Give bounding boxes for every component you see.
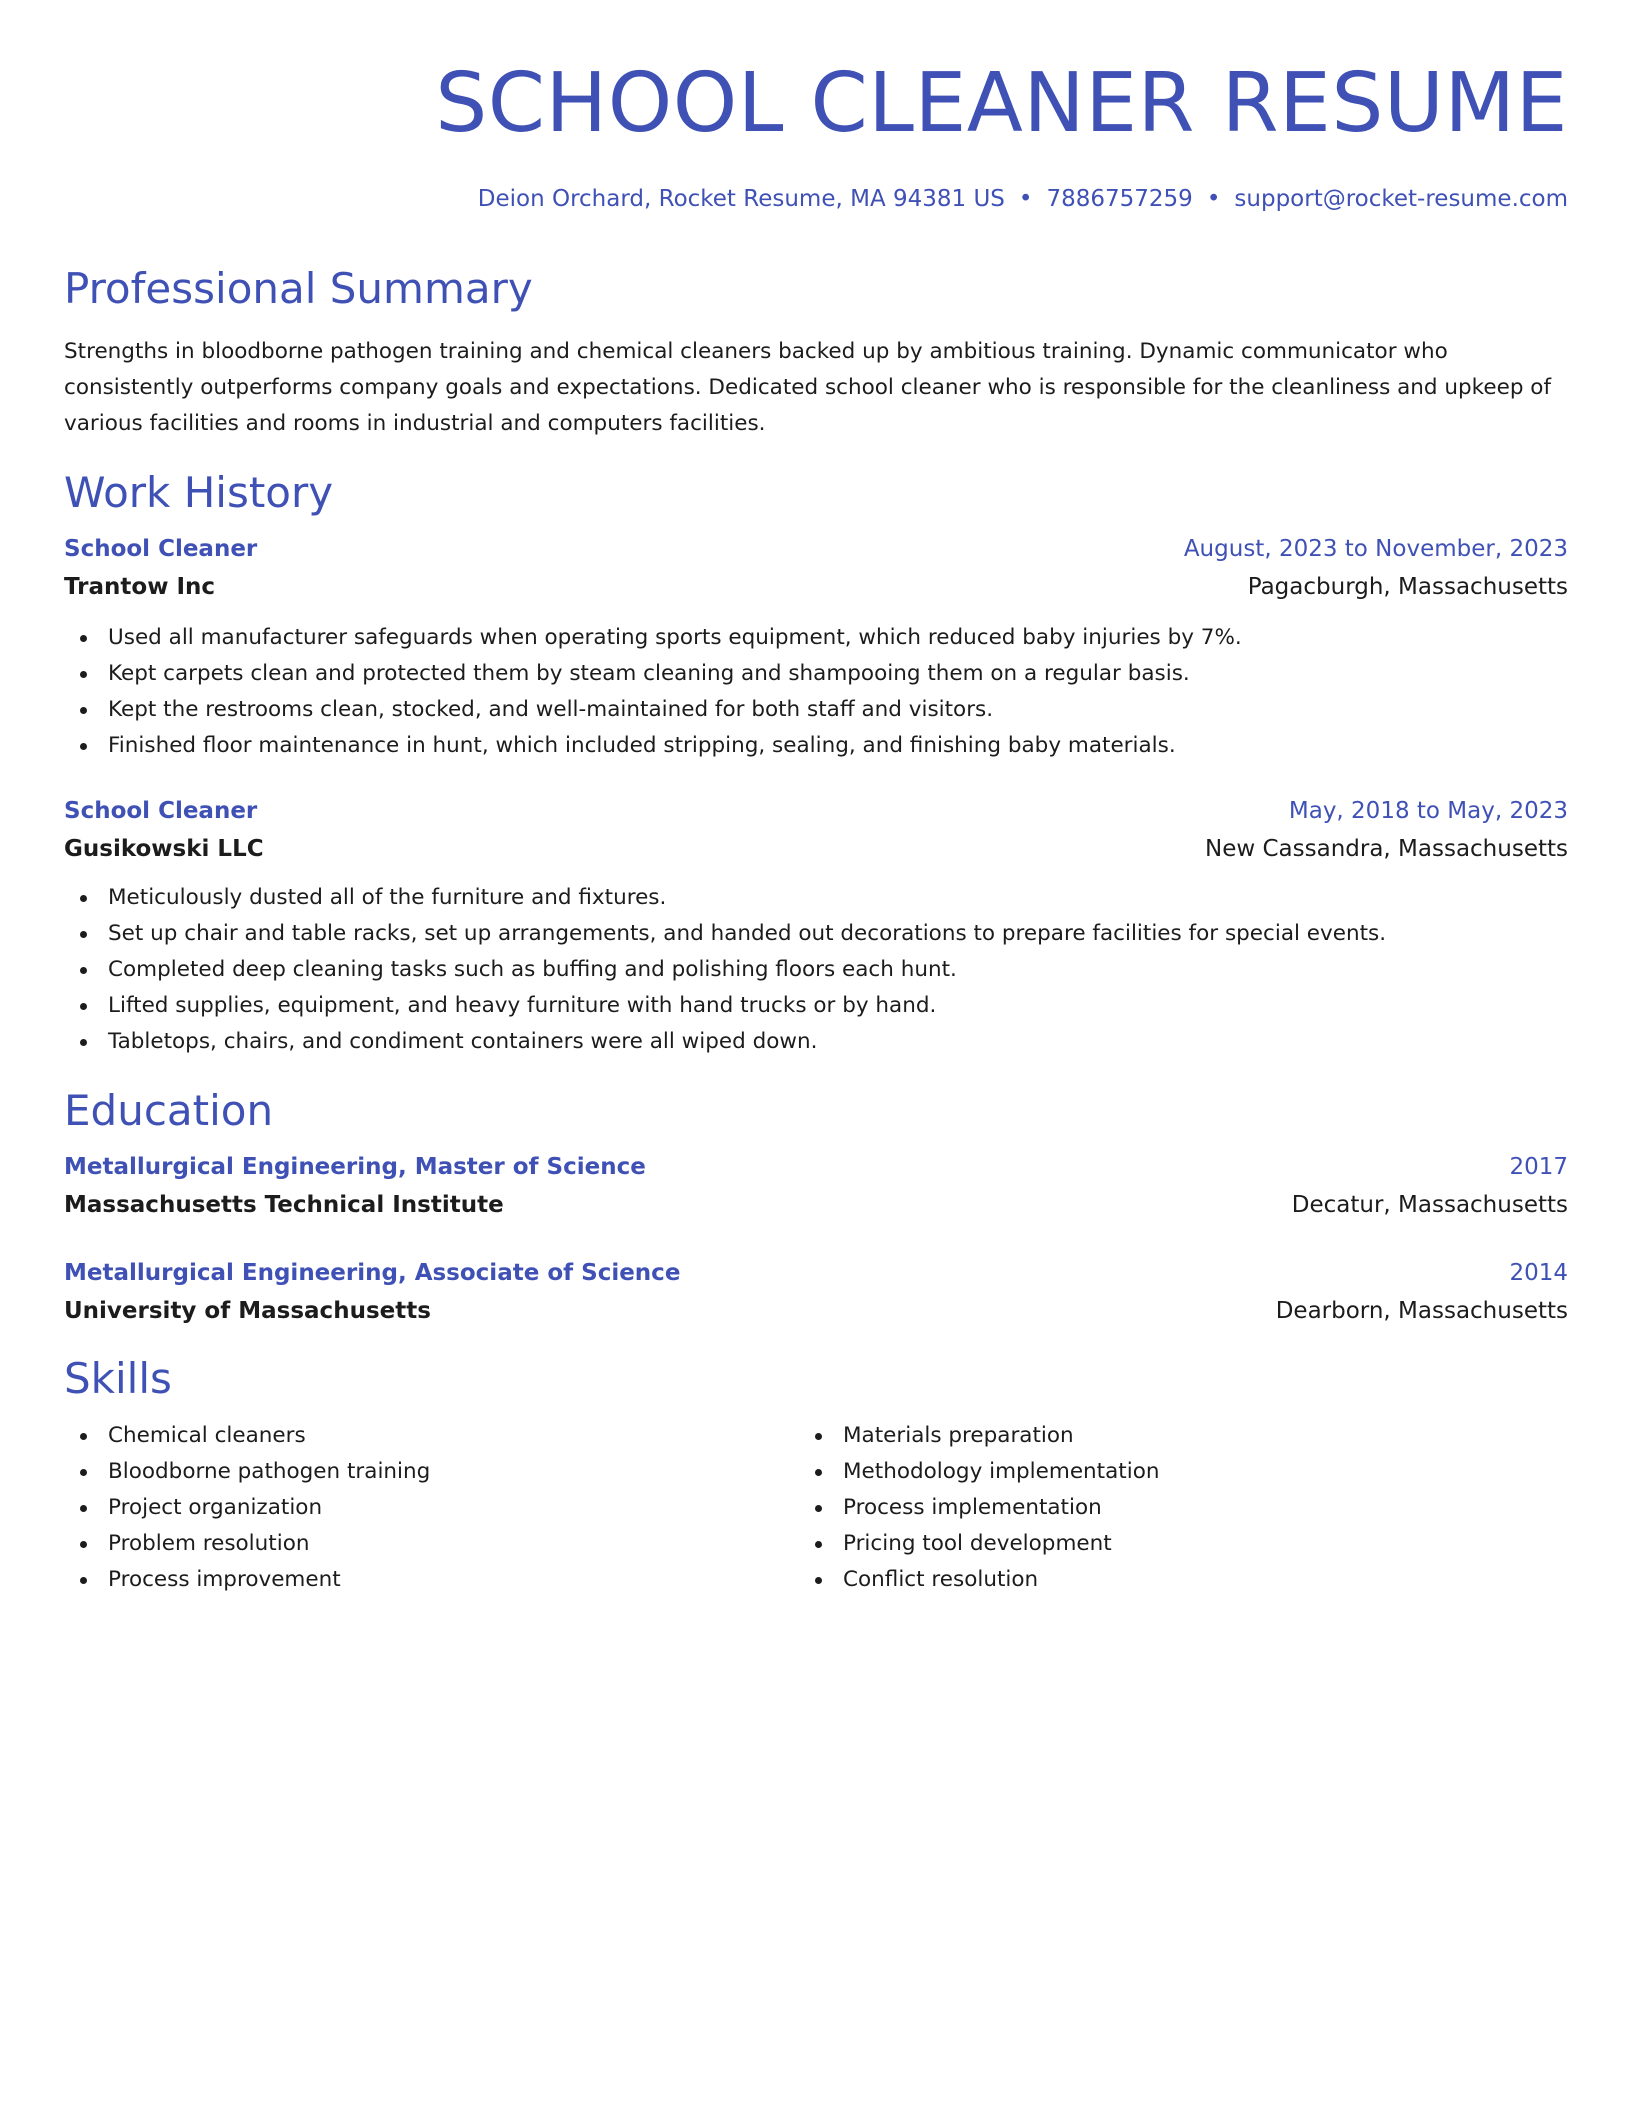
education-degree: Metallurgical Engineering, Master of Science <box>64 1154 646 1180</box>
job-bullet-text: Set up chair and table racks, set up arrangements, and handed out decorations to prepare facilities for special events. <box>108 921 1387 946</box>
skill-text: Project organization <box>108 1495 323 1520</box>
bullet-dot-icon <box>80 1433 87 1440</box>
skills-columns <box>64 1418 1568 1598</box>
bullet-dot-icon <box>80 743 87 750</box>
bullet-dot-icon <box>80 1541 87 1548</box>
education-school: University of Massachusetts <box>64 1298 431 1324</box>
education-entry <box>64 1254 1568 1330</box>
education-year: 2014 <box>1509 1260 1568 1286</box>
bullet-dot-icon <box>80 931 87 938</box>
skill-item <box>799 1418 1159 1454</box>
bullet-dot-icon <box>815 1505 822 1512</box>
skill-item <box>799 1526 1159 1562</box>
job-company-row <box>64 830 1568 868</box>
bullet-dot-icon <box>80 1003 87 1010</box>
job-bullet-list <box>64 880 1568 1060</box>
bullet-dot-icon <box>815 1541 822 1548</box>
skills-list-left <box>64 1418 799 1598</box>
skill-text: Materials preparation <box>843 1423 1074 1448</box>
skill-text: Conflict resolution <box>843 1567 1039 1592</box>
job-title: School Cleaner <box>64 536 258 562</box>
skills-heading: Skills <box>64 1354 172 1403</box>
skill-item <box>64 1526 799 1562</box>
bullet-dot-icon <box>815 1577 822 1584</box>
job-bullet-text: Kept the restrooms clean, stocked, and well-maintained for both staff and visitors. <box>108 697 994 722</box>
job-bullet-text: Tabletops, chairs, and condiment containers were all wiped down. <box>108 1029 818 1054</box>
contact-line <box>64 184 1568 214</box>
education-school: Massachusetts Technical Institute <box>64 1192 504 1218</box>
job-bullet-text: Finished floor maintenance in hunt, which included stripping, sealing, and finishing baby materials. <box>108 733 1176 758</box>
skill-item <box>64 1490 799 1526</box>
bullet-dot-icon <box>80 1039 87 1046</box>
contact-separator: • <box>1206 186 1221 212</box>
bullet-dot-icon <box>80 671 87 678</box>
job-company: Trantow Inc <box>64 574 216 600</box>
education-school-row <box>64 1292 1568 1330</box>
contact-address: Deion Orchard, Rocket Resume, MA 94381 US <box>477 186 1005 212</box>
bullet-dot-icon <box>80 895 87 902</box>
job-bullet <box>64 916 1568 952</box>
skill-text: Chemical cleaners <box>108 1423 306 1448</box>
job-bullet-text: Lifted supplies, equipment, and heavy furniture with hand trucks or by hand. <box>108 993 937 1018</box>
job-bullet <box>64 620 1568 656</box>
skill-item <box>799 1454 1159 1490</box>
job-location: New Cassandra, Massachusetts <box>1205 836 1568 862</box>
education-entry <box>64 1148 1568 1224</box>
skill-text: Methodology implementation <box>843 1459 1160 1484</box>
job-bullet <box>64 952 1568 988</box>
job-bullet-text: Meticulously dusted all of the furniture and fixtures. <box>108 885 667 910</box>
education-heading: Education <box>64 1086 274 1135</box>
bullet-dot-icon <box>80 1505 87 1512</box>
job-company-row <box>64 568 1568 606</box>
contact-separator: • <box>1018 186 1033 212</box>
job-bullet <box>64 728 1568 764</box>
contact-email: support@rocket-resume.com <box>1234 186 1568 212</box>
skill-text: Problem resolution <box>108 1531 310 1556</box>
skill-item <box>64 1454 799 1490</box>
bullet-dot-icon <box>80 1469 87 1476</box>
work-history-heading: Work History <box>64 468 334 517</box>
job-location: Pagacburgh, Massachusetts <box>1247 574 1568 600</box>
skill-item <box>64 1562 799 1598</box>
job-bullet-text: Kept carpets clean and protected them by steam cleaning and shampooing them on a regular basis. <box>108 661 1190 686</box>
skill-item <box>799 1490 1159 1526</box>
skill-item <box>64 1418 799 1454</box>
education-degree-row <box>64 1148 1568 1186</box>
education-year: 2017 <box>1509 1154 1568 1180</box>
job-entry <box>64 530 1568 764</box>
skill-text: Process improvement <box>108 1567 341 1592</box>
education-location: Decatur, Massachusetts <box>1291 1192 1568 1218</box>
bullet-dot-icon <box>80 707 87 714</box>
skill-text: Pricing tool development <box>843 1531 1112 1556</box>
job-dates: August, 2023 to November, 2023 <box>1183 536 1568 562</box>
bullet-dot-icon <box>815 1433 822 1440</box>
job-bullet <box>64 656 1568 692</box>
bullet-dot-icon <box>80 1577 87 1584</box>
education-degree-row <box>64 1254 1568 1292</box>
education-location: Dearborn, Massachusetts <box>1275 1298 1568 1324</box>
job-title-row <box>64 792 1568 830</box>
bullet-dot-icon <box>815 1469 822 1476</box>
job-bullet-text: Completed deep cleaning tasks such as buffing and polishing floors each hunt. <box>108 957 957 982</box>
job-title: School Cleaner <box>64 798 258 824</box>
skill-text: Bloodborne pathogen training <box>108 1459 431 1484</box>
education-degree: Metallurgical Engineering, Associate of Science <box>64 1260 681 1286</box>
skill-text: Process implementation <box>843 1495 1102 1520</box>
job-bullet <box>64 880 1568 916</box>
job-bullet <box>64 692 1568 728</box>
summary-heading: Professional Summary <box>64 264 533 313</box>
resume-title: SCHOOL CLEANER RESUME <box>435 56 1568 151</box>
job-bullet-text: Used all manufacturer safeguards when operating sports equipment, which reduced baby injuries by 7%. <box>108 625 1242 650</box>
contact-phone: 7886757259 <box>1046 186 1193 212</box>
skills-list-right <box>799 1418 1159 1598</box>
bullet-dot-icon <box>80 967 87 974</box>
job-bullet-list <box>64 620 1568 764</box>
job-bullet <box>64 988 1568 1024</box>
skill-item <box>799 1562 1159 1598</box>
job-entry <box>64 792 1568 1060</box>
job-bullet <box>64 1024 1568 1060</box>
job-dates: May, 2018 to May, 2023 <box>1288 798 1568 824</box>
job-title-row <box>64 530 1568 568</box>
education-school-row <box>64 1186 1568 1224</box>
job-company: Gusikowski LLC <box>64 836 264 862</box>
bullet-dot-icon <box>80 635 87 642</box>
summary-text: Strengths in bloodborne pathogen training and chemical cleaners backed up by ambitious training. Dynamic communicator who consistently outperforms company goals and expectations. Dedicated school cleaner who is responsible for the cleanliness and upkeep of various facilities and rooms in industrial and computers facilities. <box>64 339 1552 436</box>
